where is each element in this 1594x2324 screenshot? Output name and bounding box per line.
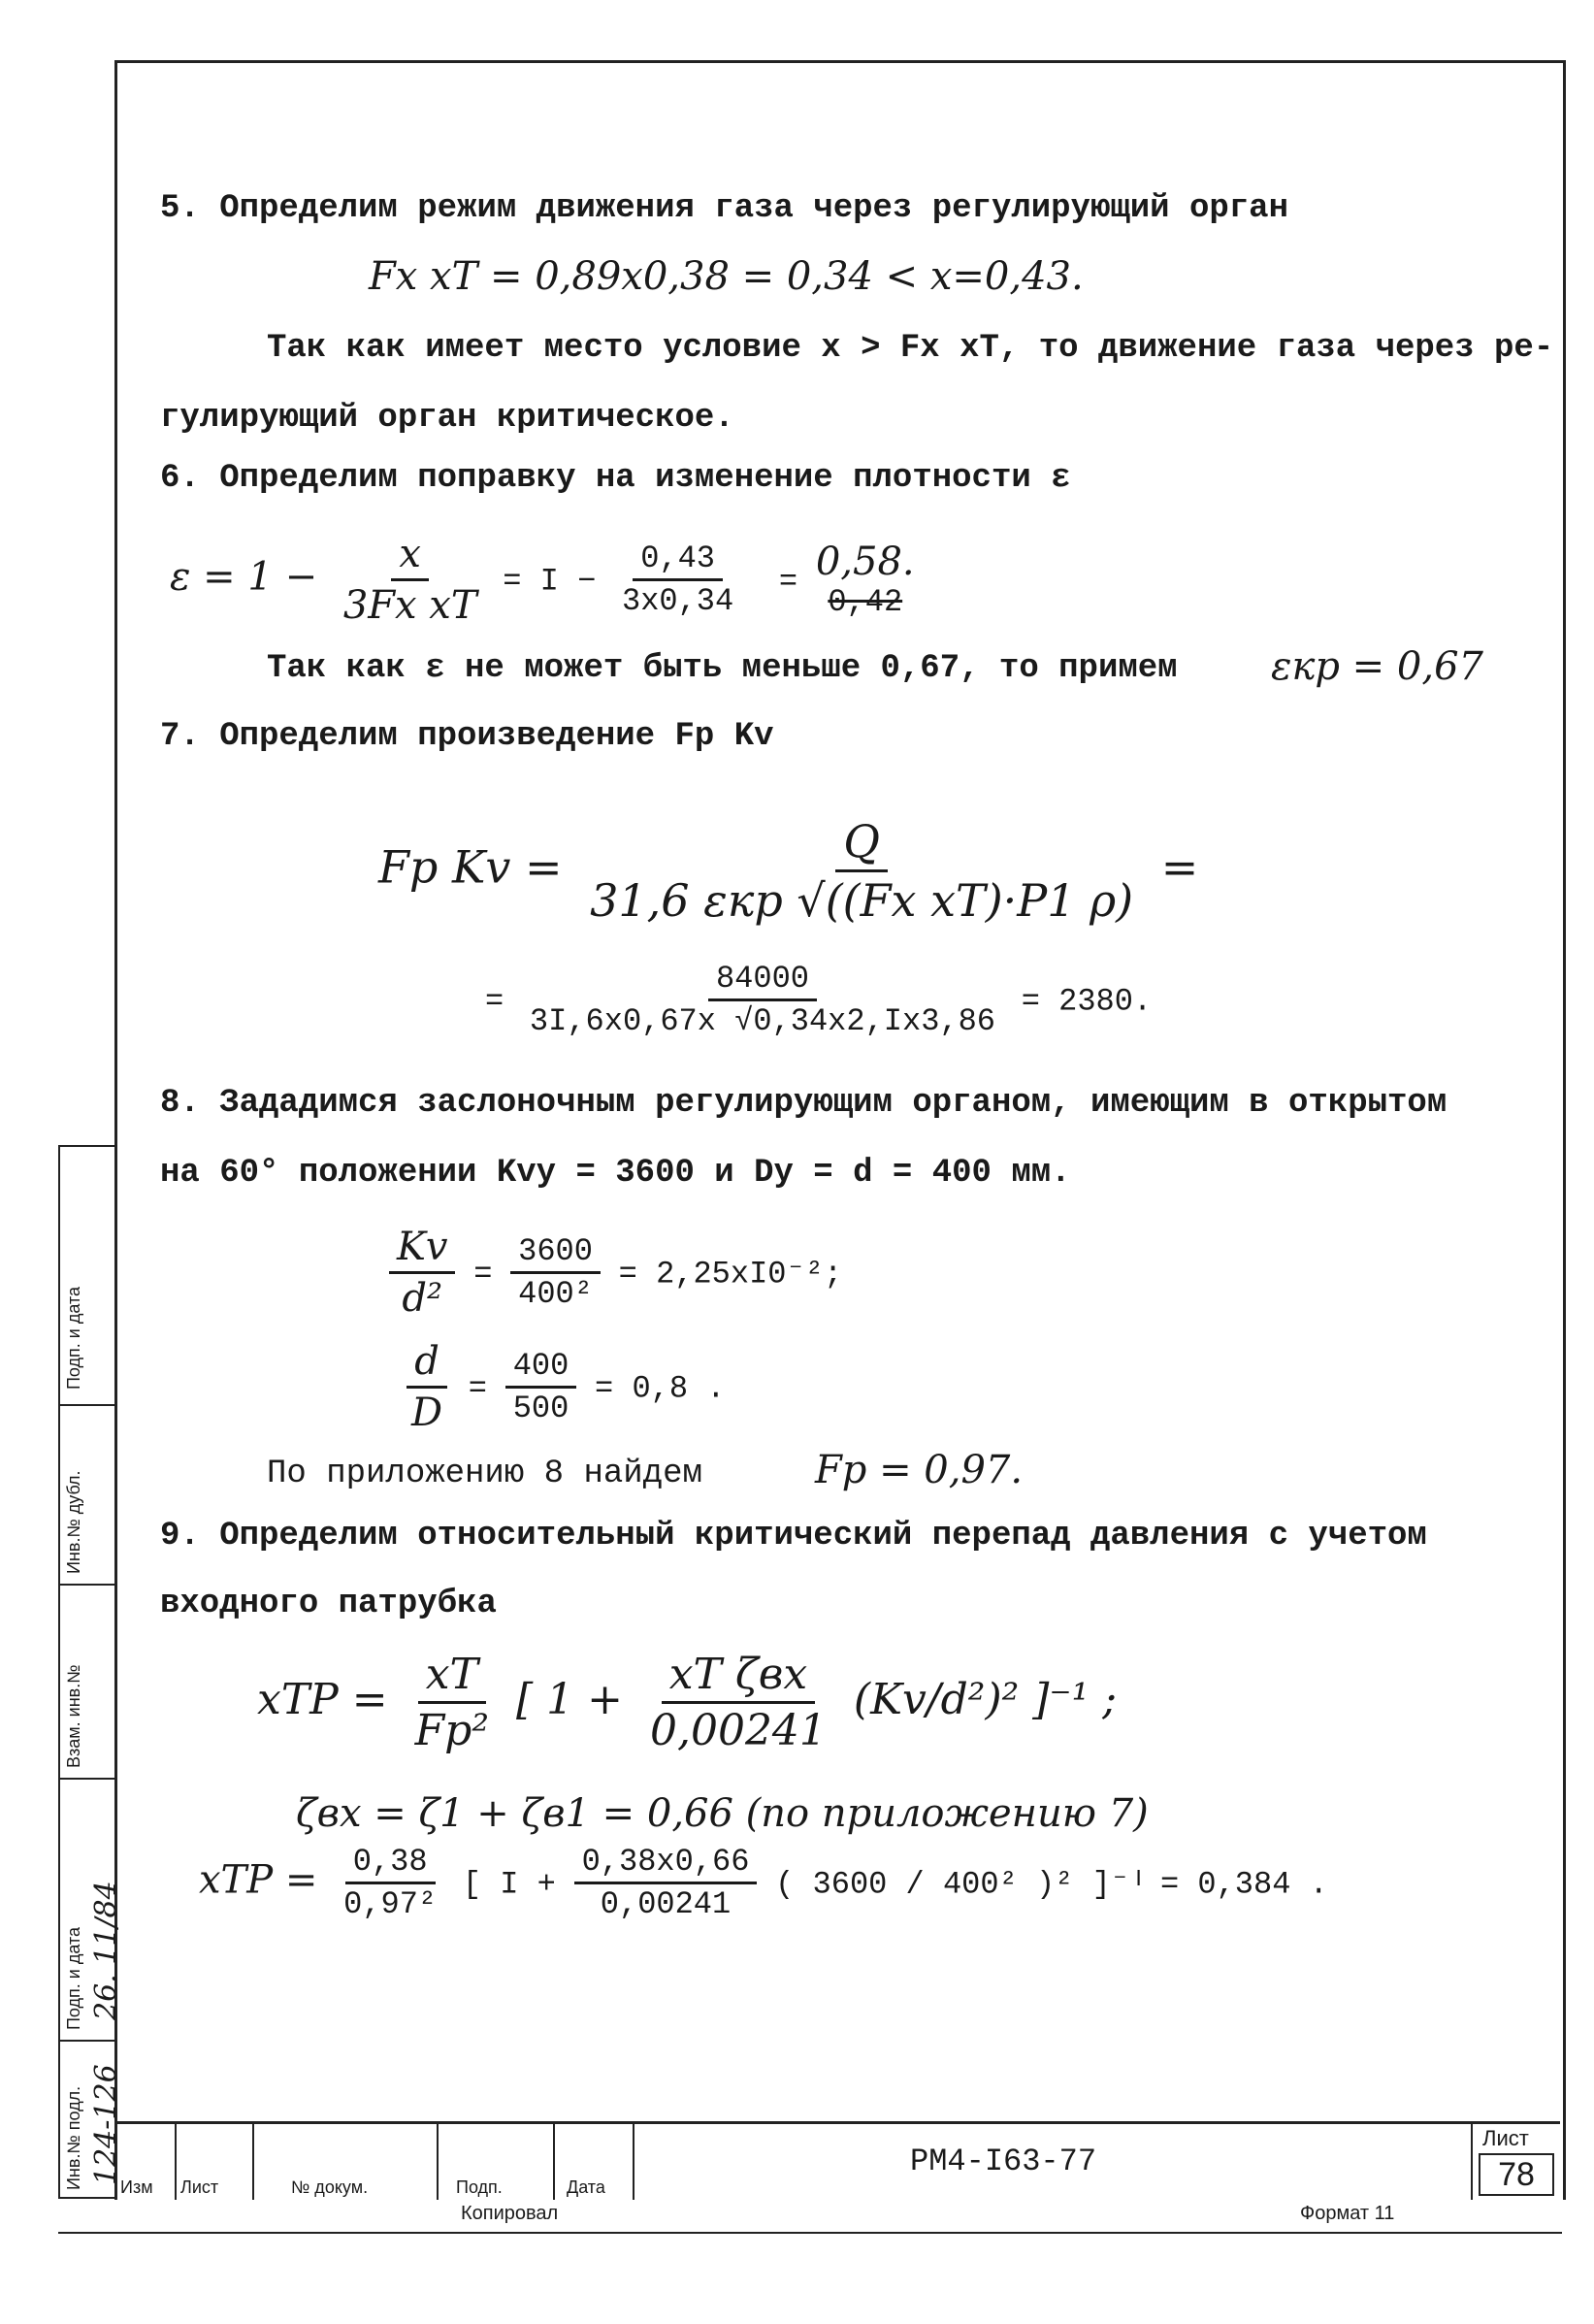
section-6-text: Так как ε не может быть меньше 0,67, то примем xyxy=(267,650,1178,687)
section-9-heading2: входного патрубка xyxy=(160,1586,497,1622)
bottom-rule xyxy=(58,2232,1562,2234)
fpkv-result: = 2380. xyxy=(1021,983,1153,1020)
xtr-gen-frac-den: Fр² xyxy=(414,1706,489,1755)
xtr-calc-paren: ( 3600 / 400² )² ]⁻ᴵ xyxy=(775,1866,1149,1903)
section-5-text-b: гулирующий орган критическое. xyxy=(160,400,734,437)
tb-col-izm xyxy=(114,2124,177,2200)
xtr-calc-num1: 0,38 xyxy=(345,1844,436,1884)
ratio-2-rhs xyxy=(505,1348,577,1426)
fpkv-frac xyxy=(582,815,1141,927)
handwritten-inv: 124-126 xyxy=(89,2064,123,2185)
xtr-calc-den2: 0,00241 xyxy=(600,1886,732,1922)
tb-label-list: Лист xyxy=(180,2177,219,2197)
side-cell-replace xyxy=(60,1584,116,1780)
xtr-gen-frac-num: xT xyxy=(418,1650,486,1704)
side-label-inv: Инв.№ подл. xyxy=(64,2085,83,2190)
section-9-heading: 9. Определим относительный критический перепад давления с учетом xyxy=(160,1518,1427,1555)
section-7-calc: = $\frac{84000}{3I,6x0,67x √0,34x2,Ix3,86}$ = 2380. xyxy=(485,961,1153,1039)
fpkv-calc-num: 84000 xyxy=(708,961,817,1001)
eps-result-hand: 0,58. xyxy=(815,540,915,584)
ratio-1-lhs-num: Kv xyxy=(389,1225,455,1274)
tb-label-doc: № докум. xyxy=(291,2177,369,2197)
eps-frac-2-den: 3x0,34 xyxy=(621,583,734,619)
section-8-ratio-2: $\frac{d}{D}$ = $\frac{400}{500}$ = 0,8 . xyxy=(398,1339,725,1435)
eps-frac-1-den: 3Fx xT xyxy=(342,583,477,628)
ratio-1-den: 400² xyxy=(518,1276,593,1312)
side-cell-dup xyxy=(60,1404,116,1586)
xtr-gen-tail: (Kv/d²)² ]⁻¹ ; xyxy=(853,1675,1118,1724)
tb-col-sign xyxy=(437,2124,555,2200)
tb-col-doc xyxy=(252,2124,439,2200)
fpkv-lhs: Fр Kv = xyxy=(378,840,563,894)
sheet-label: Лист xyxy=(1482,2126,1529,2150)
xtr-gen-inner-num: xT ζвх xyxy=(662,1650,815,1704)
section-7-formula xyxy=(378,815,1198,927)
tb-label-izm: Изм xyxy=(120,2177,153,2197)
sheet-number: 78 xyxy=(1479,2153,1554,2196)
section-8-heading: 8. Зададимся заслоночным регулирующим органом, имеющим в открытом xyxy=(160,1085,1448,1122)
side-cell-sign-date-2 xyxy=(60,1778,123,2042)
ratio-1-lhs xyxy=(389,1225,455,1321)
side-cell-inv xyxy=(60,2040,123,2199)
side-cell-sign-date-1 xyxy=(60,1147,116,1406)
ratio-2-den: 500 xyxy=(512,1391,569,1426)
eps-result-struck: 0,42 xyxy=(828,584,903,620)
xtr-calc-num2: 0,38x0,66 xyxy=(574,1844,758,1884)
ratio-2-result: = 0,8 . xyxy=(595,1370,726,1407)
tb-label-sign: Подп. xyxy=(456,2177,503,2197)
xtr-gen-frac xyxy=(407,1650,497,1755)
ratio-2-num: 400 xyxy=(505,1348,577,1389)
ratio-2-lhs-den: D xyxy=(411,1391,443,1435)
section-8-ratio-1: $\frac{Kv}{\text{d²}}$ = $\frac{3600}{\text{400²}}$ = 2,25xI0⁻²; xyxy=(383,1225,842,1321)
xtr-calc-frac-1 xyxy=(336,1844,444,1922)
tb-col-list xyxy=(175,2124,254,2200)
tb-col-date xyxy=(553,2124,634,2200)
xtr-calc-frac-2 xyxy=(574,1844,758,1922)
side-label-dup: Инв.№ дубл. xyxy=(64,1470,83,1574)
tb-label-date: Дата xyxy=(567,2177,605,2197)
xtr-gen-inner: [ 1 + xyxy=(515,1675,623,1724)
xtr-gen-inner-frac xyxy=(642,1650,834,1755)
eps-result xyxy=(816,540,915,620)
ratio-1-result: = 2,25xI0⁻²; xyxy=(618,1256,843,1293)
xtr-calc-lhs: xТР = xyxy=(199,1857,318,1903)
side-label-replace: Взам. инв.№ xyxy=(64,1664,83,1768)
eps-frac-2 xyxy=(614,540,741,619)
section-5-heading: 5. Определим режим движения газа через регулирующий орган xyxy=(160,190,1288,227)
sheet-box xyxy=(1471,2124,1560,2200)
section-6-heading: 6. Определим поправку на изменение плотности ε xyxy=(160,460,1071,497)
xtr-calc-den1: 0,97² xyxy=(343,1886,438,1922)
fpkv-calc-den: 3I,6x0,67x √0,34x2,Ix3,86 xyxy=(529,1003,995,1039)
ratio-1-rhs xyxy=(510,1233,601,1312)
fpkv-eq: = xyxy=(1160,840,1199,894)
eps-frac-2-num: 0,43 xyxy=(633,540,723,581)
section-9-general-formula xyxy=(257,1650,1117,1755)
section-7-heading: 7. Определим произведение Fр Kv xyxy=(160,718,774,755)
xtr-calc-result: = 0,384 . xyxy=(1159,1866,1328,1903)
ratio-1-num: 3600 xyxy=(510,1233,601,1274)
fpkv-calc-frac xyxy=(522,961,1003,1039)
side-label-sign-date-2: Подп. и дата xyxy=(64,1926,83,2030)
doc-code: РМ4-I63-77 xyxy=(910,2144,1097,2179)
eps-kr-value: εкр = 0,67 xyxy=(1271,644,1483,689)
fpkv-frac-num: Q xyxy=(835,815,888,872)
side-strip xyxy=(58,1145,123,2199)
section-8-text: По приложению 8 найдем xyxy=(267,1456,702,1492)
fpkv-frac-den: 31,6 εкр √((Fx xT)·P1 ρ) xyxy=(590,874,1134,927)
zeta-line: ζвх = ζ1 + ζв1 = 0,66 (по приложению 7) xyxy=(296,1791,1149,1836)
xtr-gen-inner-den: 0,00241 xyxy=(649,1706,827,1755)
ratio-2-lhs-num: d xyxy=(407,1339,447,1389)
ratio-1-lhs-den: d² xyxy=(402,1276,443,1321)
fp-value: Fр = 0,97. xyxy=(815,1448,1024,1492)
title-block xyxy=(114,2121,1560,2200)
ratio-2-lhs xyxy=(404,1339,450,1435)
section-5-text-a: Так как имеет место условие x > Fx xT, то движение газа через ре- xyxy=(267,330,1554,367)
footer-format: Формат 11 xyxy=(1300,2203,1395,2224)
section-6-equation: ε = 1 − $\frac{x}{\text{3Fx xT}}$ = I − $\frac{0,43}{3x0,34}$ = 0,58. 0,42 xyxy=(170,532,915,628)
eps-mid: = I − xyxy=(503,563,597,600)
side-label-sign-date-1: Подп. и дата xyxy=(64,1286,83,1390)
eps-frac-1-num: x xyxy=(391,532,429,581)
eps-lhs: ε = 1 − xyxy=(170,554,318,600)
section-9-calc xyxy=(199,1844,1328,1922)
eps-frac-1 xyxy=(336,532,485,628)
section-5-formula: Fx xT = 0,89x0,38 = 0,34 < x=0,43. xyxy=(369,254,1084,299)
xtr-gen-lhs: xТР = xyxy=(257,1675,388,1724)
footer-copied: Копировал xyxy=(461,2203,559,2224)
xtr-calc-mid: [ I + xyxy=(462,1866,556,1903)
handwritten-date: 26. 11/84 xyxy=(89,1881,123,2020)
section-8-line2: на 60° положении Kvy = 3600 и Dy = d = 400 мм. xyxy=(160,1155,1071,1192)
